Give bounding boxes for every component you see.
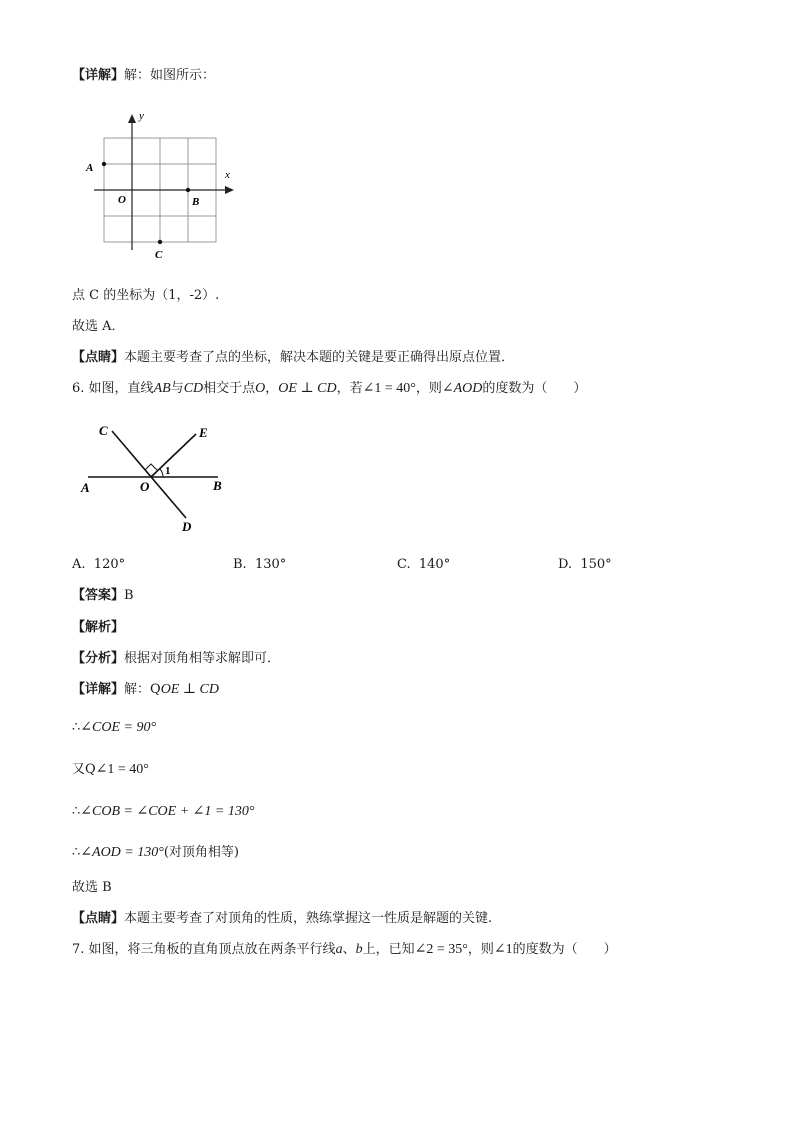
point-a-label: A [86,162,94,174]
q6-line-cd: CD [183,381,204,396]
fenxi-text: 根据对顶角相等求解即可． [124,651,281,666]
q6-option-d[interactable] [558,557,612,573]
choose-line-1: 故选 A． [72,319,125,334]
q6-figure [70,415,240,540]
option-letter: B. [233,557,247,572]
label-c: C [99,423,108,438]
q7-stem [72,942,617,958]
step-3-formula: ∠COB = ∠COE + ∠1 = 130° [80,804,255,819]
comment-tag: 【点睛】 [72,350,125,365]
therefore-symbol: ∴ [72,845,81,860]
q6-text-7: 的度数为（ ） [482,381,587,396]
q6-detail-prefix: 解：Q [124,682,161,697]
q7-angle-given: ∠2 = 35° [414,942,468,957]
comment-line-2 [72,911,492,927]
step-2-formula: ∠1 = 40° [95,762,149,777]
q6-detail-tag: 【详解】 [72,682,125,697]
answer-value: B [124,588,134,603]
q7-number: 7. [72,942,85,957]
label-o: O [140,479,150,494]
x-axis-arrow [225,186,234,194]
y-axis-label: y [139,110,144,122]
comment-line-1 [72,350,514,366]
label-b: B [213,478,222,493]
detail-line [72,68,215,84]
q6-point-o: O [255,381,266,396]
option-letter: A. [72,557,86,572]
q7-text-1: 如图，将三角板的直角顶点放在两条平行线 [88,942,336,957]
y-axis-arrow [128,114,136,123]
point-a [102,162,106,166]
point-c [158,240,162,244]
q7-text-3: ，则 [467,942,494,957]
fenxi-line [72,651,280,667]
q6-comment-tag: 【点睛】 [72,911,125,926]
point-c-label: C [155,249,163,261]
point-b [186,188,190,192]
angle-1-arc [160,469,163,477]
q6-text-4: ， [265,381,279,396]
fenxi-tag: 【分析】 [72,651,125,666]
q6-stem [72,381,586,397]
q7-sep: 、 [342,942,356,957]
point-b-label: B [192,196,200,208]
q6-text-1: 如图，直线 [88,381,154,396]
q6-text-2: 与 [170,381,184,396]
comment-text: 本题主要考查了点的坐标，解决本题的关键是要正确得出原点位置． [124,350,515,365]
analysis-tag: 【解析】 [72,620,125,635]
step-4-formula: ∠AOD = 130° [80,845,164,860]
x-axis-label: x [225,169,230,181]
q6-angle-given: ∠1 = 40° [362,381,416,396]
q6-line-ab: AB [153,381,171,396]
q7-line-b: b [355,942,363,957]
ray-oe [151,434,196,477]
detail-tag: 【详解】 [72,68,125,83]
label-angle-1: 1 [165,465,171,477]
step-3 [72,804,254,820]
q6-angle-target: ∠AOD [441,381,483,396]
line-cd [112,431,186,518]
step-4 [72,845,239,861]
therefore-symbol: ∴ [72,720,81,735]
q7-line-a: a [335,942,343,957]
q6-comment-text: 本题主要考查了对顶角的性质，熟练掌握这一性质是解题的关键. [124,911,493,926]
option-value: 140° [418,557,451,572]
answer-line [72,588,134,604]
coordinate-grid-figure [80,105,250,265]
option-letter: C. [397,557,411,572]
label-a: A [81,480,90,495]
analysis-line [72,620,124,636]
option-value: 150° [580,557,612,572]
choose-line-2: 故选 B [72,880,112,895]
step-1 [72,720,156,736]
origin-label: O [118,194,126,206]
q6-text-5: ，若 [336,381,363,396]
label-d: D [182,519,192,534]
q6-text-6: ，则 [415,381,442,396]
option-value: 130° [254,557,287,572]
option-value: 120° [93,557,126,572]
q7-text-4: 的度数为（ ） [512,942,617,957]
q7-angle-target: ∠1 [493,942,513,957]
right-angle-mark [145,464,157,470]
therefore-symbol: ∴ [72,804,81,819]
label-e: E [199,425,208,440]
step-4-note: (对顶角相等) [163,845,239,860]
q6-condition: OE ⊥ CD [278,381,337,396]
q7-text-2: 上，已知 [362,942,415,957]
q6-option-b[interactable] [233,557,286,573]
q6-option-c[interactable] [397,557,450,573]
answer-tag: 【答案】 [72,588,125,603]
q6-option-a[interactable] [72,557,125,573]
step-2-prefix: 又Q [72,762,96,777]
q6-number: 6. [72,381,85,396]
coord-line: 点 C 的坐标为（1，-2）. [72,288,220,303]
step-1-formula: ∠COE = 90° [80,720,157,735]
q6-detail-line [72,682,219,698]
step-2 [72,762,149,778]
detail-text: 解：如图所示： [124,68,216,83]
q6-text-3: 相交于点 [203,381,256,396]
q6-detail-cond: OE ⊥ CD [160,682,219,697]
option-letter: D. [558,557,573,572]
